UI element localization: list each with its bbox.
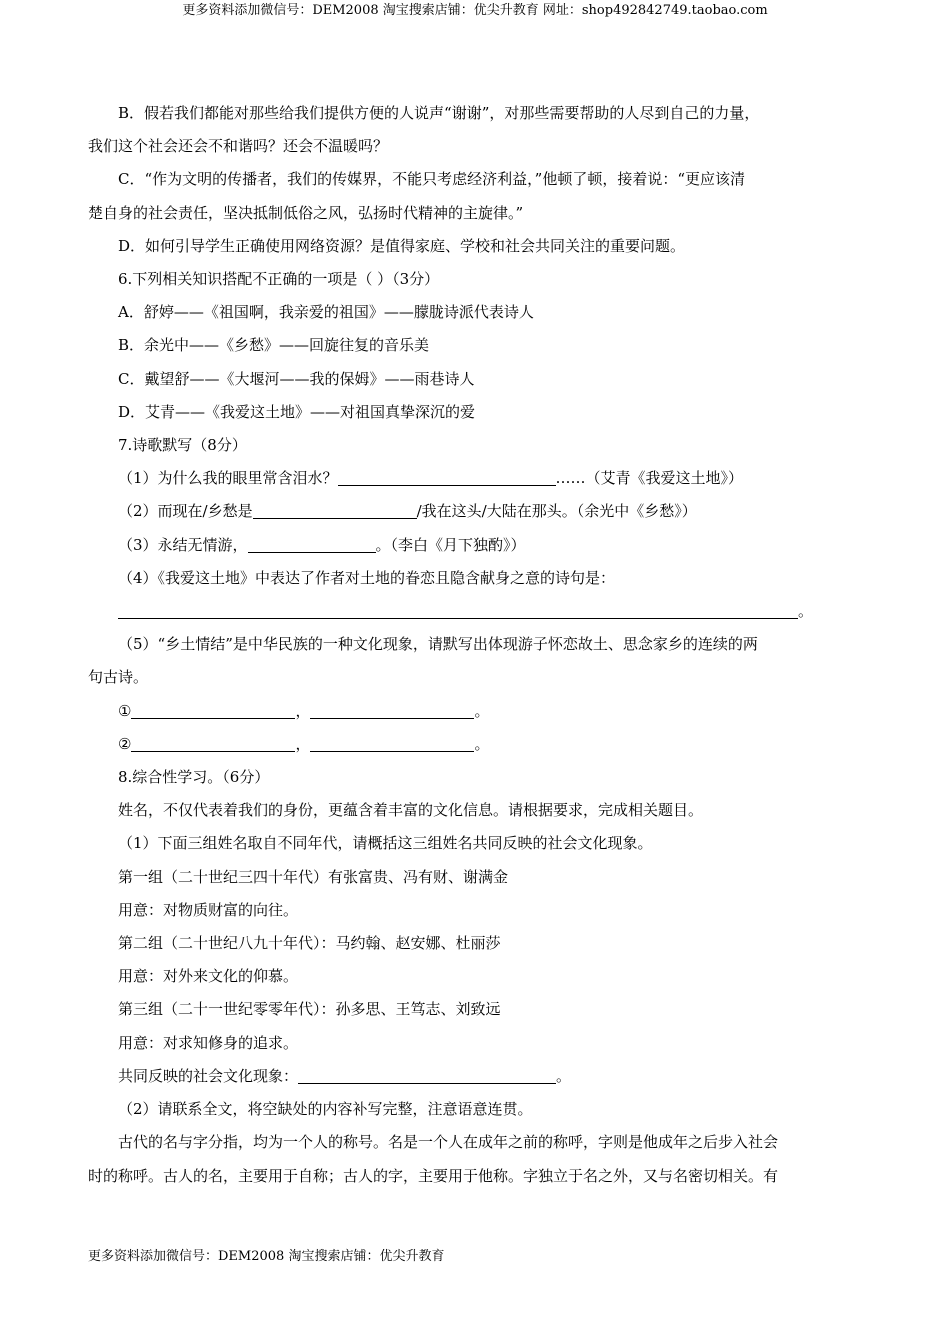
q8-intro: 姓名，不仅代表着我们的身份，更蕴含着丰富的文化信息。请根据要求，完成相关题目。: [118, 801, 704, 820]
q7-item-5-blank-2a[interactable]: [131, 734, 295, 752]
q5-option-c-line1: C．“作为文明的传播者，我们的传媒界，不能只考虑经济利益，”他顿了顿，接着说：“更应该清: [118, 170, 745, 189]
q7-item-5-line1: （5）“乡土情结”是中华民族的一种文化现象，请默写出体现游子怀恋故土、思念家乡的连续的两: [118, 635, 758, 654]
q7-item-4-end: 。: [798, 602, 814, 621]
q7-item-3-suffix: 。（李白《月下独酌》）: [375, 535, 526, 554]
q8-group-2: 第二组（二十世纪八九十年代）：马约翰、赵安娜、杜丽莎: [118, 934, 501, 953]
q7-item-2-suffix: /我在这头/大陆在那头。（余光中《乡愁》）: [416, 502, 697, 521]
comma: ，: [295, 734, 311, 753]
q7-item-2: [88, 495, 858, 528]
q7-item-5-blank-2b[interactable]: [310, 734, 474, 752]
q6-option-a: A．舒婷——《祖国啊，我亲爱的祖国》——朦胧诗派代表诗人: [118, 303, 534, 322]
q7-item-4: （4）《我爱这土地》中表达了作者对土地的眷恋且隐含献身之意的诗句是：: [118, 568, 616, 587]
q5-option-b-line2: 我们这个社会还会不和谐吗？还会不温暖吗？: [88, 137, 389, 156]
q8-group-1-meaning: 用意：对物质财富的向往。: [118, 900, 299, 919]
q8-common-blank[interactable]: [298, 1066, 556, 1084]
q8-group-2-meaning: 用意：对外来文化的仰慕。: [118, 967, 299, 986]
q6-option-d: D．艾青——《我爱这土地》——对祖国真挚深沉的爱: [118, 402, 476, 421]
circled-number-2: ②: [118, 734, 132, 753]
q8-group-3: 第三组（二十一世纪零零年代）：孙多思、王笃志、刘致远: [118, 1000, 501, 1019]
q7-item-4-answer-line: [88, 595, 858, 628]
q8-passage-line2: 时的称呼。古人的名，主要用于自称；古人的字，主要用于他称。字独立于名之外，又与名密切相关。有: [88, 1166, 779, 1185]
q8-common-prefix: 共同反映的社会文化现象：: [118, 1066, 299, 1085]
q7-item-5-line2: 句古诗。: [88, 668, 149, 687]
circled-number-1: ①: [118, 701, 132, 720]
q8-group-1: 第一组（二十世纪三四十年代）有张富贵、冯有财、谢满金: [118, 867, 509, 886]
comma: ，: [295, 701, 311, 720]
q8-stem: 8.综合性学习。（6分）: [118, 768, 270, 787]
q8-part-2: （2）请联系全文，将空缺处的内容补写完整，注意语意连贯。: [118, 1100, 533, 1119]
q6-stem: 6.下列相关知识搭配不正确的一项是（ ）（3分）: [118, 270, 440, 289]
q7-item-1: [88, 462, 858, 495]
q7-item-1-blank[interactable]: [338, 469, 556, 487]
q7-item-5-blank-1b[interactable]: [310, 701, 474, 719]
q6-option-b: B．余光中——《乡愁》——回旋往复的音乐美: [118, 336, 430, 355]
q7-item-3-blank[interactable]: [248, 535, 376, 553]
period: 。: [474, 701, 490, 720]
q7-item-3-prefix: （3）永结无情游，: [118, 535, 248, 554]
q5-option-d: D．如何引导学生正确使用网络资源？是值得家庭、学校和社会共同关注的重要问题。: [118, 236, 686, 255]
q7-item-5-answer-1: [88, 695, 858, 728]
q8-common-phenomenon: [88, 1060, 858, 1093]
period: 。: [474, 734, 490, 753]
q8-common-suffix: 。: [556, 1066, 572, 1085]
page-footer: 更多资料添加微信号：DEM2008 淘宝搜索店铺：优尖升教育: [88, 1249, 445, 1264]
page-header: 更多资料添加微信号：DEM2008 淘宝搜索店铺：优尖升教育 网址：shop492842749.taobao.com: [182, 3, 768, 18]
q7-stem: 7.诗歌默写（8分）: [118, 436, 247, 455]
q7-item-3: [88, 529, 858, 562]
q5-option-b-line1: B．假若我们都能对那些给我们提供方便的人说声“谢谢”，对那些需要帮助的人尽到自己的力量，: [118, 104, 760, 122]
q7-item-1-suffix: ……（艾青《我爱这土地》）: [555, 469, 744, 488]
q7-item-1-prefix: （1）为什么我的眼里常含泪水？: [118, 469, 338, 488]
q7-item-5-answer-2: [88, 728, 858, 761]
q7-item-5-blank-1a[interactable]: [131, 701, 295, 719]
q5-option-c-line2: 楚自身的社会责任，坚决抵制低俗之风，弘扬时代精神的主旋律。”: [88, 203, 524, 222]
q8-part-1: （1）下面三组姓名取自不同年代，请概括这三组姓名共同反映的社会文化现象。: [118, 834, 653, 853]
q8-group-3-meaning: 用意：对求知修身的追求。: [118, 1033, 299, 1052]
q7-item-2-prefix: （2）而现在/乡愁是: [118, 502, 253, 521]
q6-option-c: C．戴望舒——《大堰河——我的保姆》——雨巷诗人: [118, 369, 475, 388]
q7-item-2-blank[interactable]: [253, 502, 417, 520]
document-body: [88, 97, 858, 1193]
q8-passage-line1: 古代的名与字分指，均为一个人的称号。名是一个人在成年之前的称呼，字则是他成年之后步入社会: [118, 1133, 779, 1152]
q7-item-4-blank[interactable]: [118, 602, 798, 620]
